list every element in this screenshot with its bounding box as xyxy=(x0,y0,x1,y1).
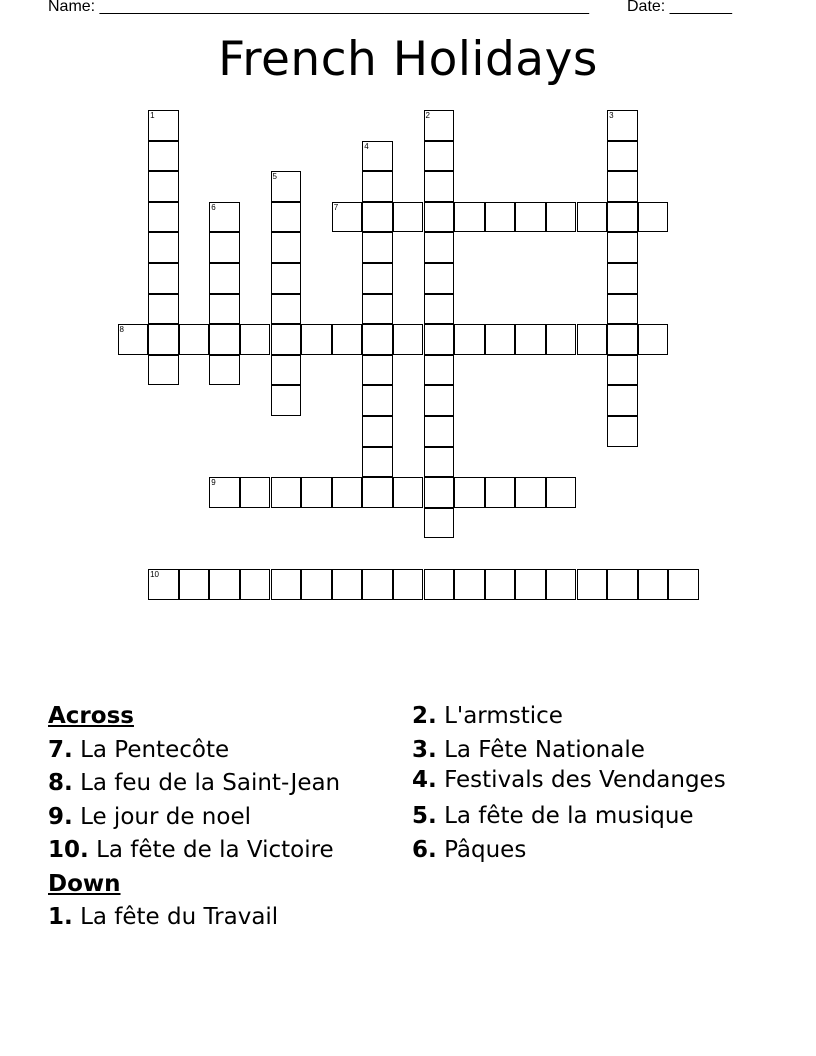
grid-cell[interactable] xyxy=(485,202,516,233)
clue-number: 6. xyxy=(412,836,437,863)
clue-number: 9. xyxy=(48,803,73,830)
grid-cell[interactable] xyxy=(271,355,302,386)
grid-cell[interactable] xyxy=(424,232,455,263)
across-heading: Across xyxy=(48,703,134,729)
grid-cell[interactable] xyxy=(148,324,179,355)
grid-cell[interactable] xyxy=(148,171,179,202)
grid-cell[interactable] xyxy=(148,294,179,325)
clue-text: Pâques xyxy=(444,836,527,863)
grid-cell[interactable] xyxy=(148,141,179,172)
grid-cell[interactable] xyxy=(148,202,179,233)
grid-cell[interactable] xyxy=(424,508,455,539)
grid-cell[interactable] xyxy=(362,447,393,478)
grid-cell[interactable] xyxy=(271,232,302,263)
grid-cell[interactable] xyxy=(240,569,271,600)
grid-cell[interactable] xyxy=(301,324,332,355)
clue-text: La feu de la Saint-Jean xyxy=(80,770,341,796)
grid-cell[interactable] xyxy=(577,202,608,233)
grid-cell[interactable] xyxy=(362,324,393,355)
grid-cell[interactable] xyxy=(271,263,302,294)
grid-cell[interactable] xyxy=(362,294,393,325)
puzzle-title: French Holidays xyxy=(218,32,598,87)
grid-cell[interactable] xyxy=(607,202,638,233)
grid-cell[interactable] xyxy=(271,385,302,416)
grid-cell[interactable] xyxy=(515,324,546,355)
clues-column-right xyxy=(412,700,742,867)
clue-number: 8. xyxy=(48,770,73,796)
grid-cell[interactable] xyxy=(668,569,699,600)
grid-cell[interactable] xyxy=(546,477,577,508)
grid-cell[interactable] xyxy=(362,477,393,508)
down-heading: Down xyxy=(48,870,121,897)
clue-text: Le jour de noel xyxy=(80,803,251,830)
cell-number: 10 xyxy=(150,570,159,579)
clue-text: La fête de la Victoire xyxy=(96,837,334,863)
grid-cell[interactable] xyxy=(209,294,240,325)
grid-cell[interactable] xyxy=(424,569,455,600)
grid-cell[interactable] xyxy=(362,232,393,263)
grid-cell[interactable] xyxy=(209,232,240,263)
grid-cell[interactable] xyxy=(301,569,332,600)
grid-cell[interactable] xyxy=(577,569,608,600)
grid-cell[interactable] xyxy=(209,569,240,600)
grid-cell[interactable] xyxy=(607,110,638,141)
grid-cell[interactable] xyxy=(485,477,516,508)
grid-cell[interactable] xyxy=(607,416,638,447)
grid-cell[interactable] xyxy=(148,355,179,386)
grid-cell[interactable] xyxy=(301,477,332,508)
grid-cell[interactable] xyxy=(546,324,577,355)
grid-cell[interactable] xyxy=(271,477,302,508)
grid-cell[interactable] xyxy=(485,324,516,355)
grid-cell[interactable] xyxy=(607,263,638,294)
grid-cell[interactable] xyxy=(393,202,424,233)
grid-cell[interactable] xyxy=(607,569,638,600)
clue-text: La Fête Nationale xyxy=(444,736,645,763)
grid-cell[interactable] xyxy=(148,569,179,600)
grid-cell[interactable] xyxy=(362,355,393,386)
grid-cell[interactable] xyxy=(148,263,179,294)
clue-number: 5. xyxy=(412,803,437,829)
grid-cell[interactable] xyxy=(515,202,546,233)
grid-cell[interactable] xyxy=(638,202,669,233)
grid-cell[interactable] xyxy=(179,569,210,600)
grid-cell[interactable] xyxy=(424,416,455,447)
grid-cell[interactable] xyxy=(607,232,638,263)
down-clue-4 xyxy=(412,767,742,794)
cell-number: 8 xyxy=(119,325,124,335)
grid-cell[interactable] xyxy=(271,324,302,355)
cell-number: 7 xyxy=(333,202,339,212)
grid-cell[interactable] xyxy=(362,171,393,202)
grid-cell[interactable] xyxy=(454,202,485,233)
clue-number: 10. xyxy=(48,837,89,863)
grid-cell[interactable] xyxy=(148,232,179,263)
grid-cell[interactable] xyxy=(332,202,363,233)
grid-cell[interactable] xyxy=(332,477,363,508)
clue-number: 3. xyxy=(412,736,437,763)
grid-cell[interactable] xyxy=(424,141,455,172)
grid-cell[interactable] xyxy=(424,355,455,386)
grid-cell[interactable] xyxy=(209,324,240,355)
grid-cell[interactable] xyxy=(577,324,608,355)
grid-cell[interactable] xyxy=(362,569,393,600)
grid-cell[interactable] xyxy=(393,324,424,355)
down-clue-1 xyxy=(48,901,388,935)
grid-cell[interactable] xyxy=(607,355,638,386)
grid-cell[interactable] xyxy=(607,171,638,202)
grid-cell[interactable] xyxy=(148,110,179,141)
clue-number: 2. xyxy=(412,703,437,729)
clues-column-left xyxy=(48,700,388,935)
grid-cell[interactable] xyxy=(607,294,638,325)
across-clue-8 xyxy=(48,767,388,801)
down-clue-2 xyxy=(412,700,742,734)
across-clue-9 xyxy=(48,801,388,835)
grid-cell[interactable] xyxy=(209,477,240,508)
grid-cell[interactable] xyxy=(209,202,240,233)
grid-cell[interactable] xyxy=(271,202,302,233)
cell-number: 1 xyxy=(150,111,155,120)
grid-cell[interactable] xyxy=(424,294,455,325)
grid-cell[interactable] xyxy=(393,477,424,508)
grid-cell[interactable] xyxy=(362,141,393,172)
down-clue-5 xyxy=(412,800,742,834)
grid-cell[interactable] xyxy=(179,324,210,355)
grid-cell[interactable] xyxy=(485,569,516,600)
grid-cell[interactable] xyxy=(332,569,363,600)
grid-cell[interactable] xyxy=(332,324,363,355)
grid-cell[interactable] xyxy=(546,202,577,233)
name-field-label: Name: _______________________________________________________ xyxy=(48,0,589,15)
cell-number: 2 xyxy=(425,111,430,120)
grid-cell[interactable] xyxy=(424,110,455,141)
clue-text: Festivals des Vendanges xyxy=(444,767,726,793)
grid-cell[interactable] xyxy=(607,141,638,172)
grid-cell[interactable] xyxy=(209,355,240,386)
clue-text: La Pentecôte xyxy=(80,736,230,763)
grid-cell[interactable] xyxy=(515,569,546,600)
grid-cell[interactable] xyxy=(638,569,669,600)
grid-cell[interactable] xyxy=(271,569,302,600)
grid-cell[interactable] xyxy=(209,263,240,294)
clue-text: La fête de la musique xyxy=(444,803,694,829)
clue-text: L'armstice xyxy=(444,703,563,729)
grid-cell[interactable] xyxy=(424,202,455,233)
clue-number: 7. xyxy=(48,736,73,763)
grid-cell[interactable] xyxy=(271,171,302,202)
down-clue-6 xyxy=(412,834,742,868)
grid-cell[interactable] xyxy=(454,569,485,600)
grid-cell[interactable] xyxy=(362,416,393,447)
grid-cell[interactable] xyxy=(424,385,455,416)
grid-cell[interactable] xyxy=(424,171,455,202)
down-clue-3 xyxy=(412,734,742,768)
across-clue-7 xyxy=(48,734,388,768)
grid-cell[interactable] xyxy=(424,447,455,478)
cell-number: 5 xyxy=(272,172,277,182)
grid-cell[interactable] xyxy=(362,202,393,233)
grid-cell[interactable] xyxy=(240,324,271,355)
cell-number: 3 xyxy=(609,111,614,120)
grid-cell[interactable] xyxy=(118,324,149,355)
grid-cell[interactable] xyxy=(240,477,271,508)
grid-cell[interactable] xyxy=(454,324,485,355)
clue-number: 1. xyxy=(48,904,73,930)
grid-cell[interactable] xyxy=(424,263,455,294)
clue-number: 4. xyxy=(412,767,437,793)
grid-cell[interactable] xyxy=(424,324,455,355)
cell-number: 9 xyxy=(211,478,216,488)
grid-cell[interactable] xyxy=(362,263,393,294)
grid-cell[interactable] xyxy=(424,477,455,508)
grid-cell[interactable] xyxy=(515,477,546,508)
across-clue-10 xyxy=(48,834,388,868)
grid-cell[interactable] xyxy=(638,324,669,355)
cell-number: 4 xyxy=(364,141,369,151)
cell-number: 6 xyxy=(211,202,216,212)
grid-cell[interactable] xyxy=(362,385,393,416)
clue-text: La fête du Travail xyxy=(80,904,279,930)
grid-cell[interactable] xyxy=(454,477,485,508)
grid-cell[interactable] xyxy=(546,569,577,600)
grid-cell[interactable] xyxy=(393,569,424,600)
date-field-label: Date: _______ xyxy=(627,0,732,15)
grid-cell[interactable] xyxy=(607,324,638,355)
grid-cell[interactable] xyxy=(271,294,302,325)
grid-cell[interactable] xyxy=(607,385,638,416)
